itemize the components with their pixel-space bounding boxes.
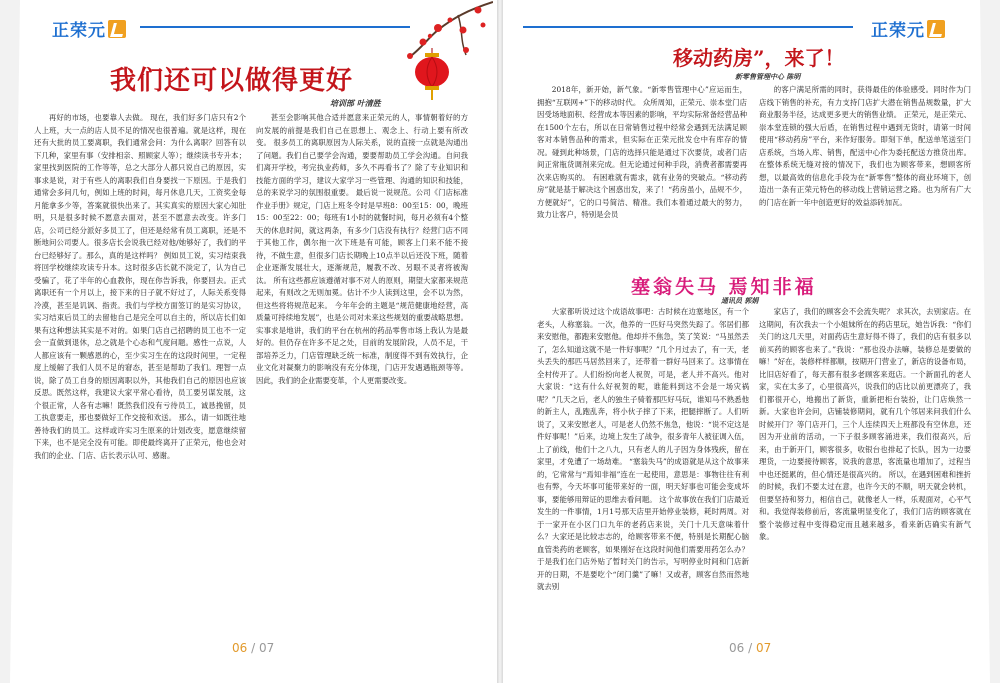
article2-title: 塞翁失马 焉知非福: [631, 276, 817, 298]
column-1-text: 再好的市场，也要靠人去做。 现在，我们好多门店只有2个人上班，大一点的店人员不足的情况也很普遍。就是这样，现在还有大批的员工要离职，我们通常会问：为什么离职？回答有以下几种，家里有事（安排相亲、照顾家人等）；继续读书专升本；家里找到医院的工作等等，总之大部分人都只说自己的原因，实事求是说，对于有些人的离职我们自身要找一下原因。于是我们通常会多问几句，例如上班的时间，每月休息几天，工资奖金每月能拿多少等，答案就很快出来了。其实真实的原因大家心知肚明，只是很多时候不愿意去面对，甚至不愿意去改变。许多门店，公司已经分派好多员工了，但还是经常有员工离职，还是不断地问公司要人。很多店长会说我已经对他/她够好了，我们的平台已经够好了。那么，真的是这样吗？ 例如员工说，实习结束我将回学校继续攻读专升本。这时很多店长就不淡定了，认为自己受骗了，花了半年的心血教你，现在你告诉我，你要回去。正式离职还有一个月以上，接下来的日子就不好过了，人际关系变得冷漠，甚至是讥讽、指责。我们与学校方面签订的是实习协议，实习结束后员工的去留他自己是完全可以自主的，所以店长们如果有这种想法其实是不对的。如果门店自己招聘的员工也不一定会一直做到退休，总之就是个心态和气度问题。感性一点说，人人都应该有一颗感恩的心，至少实习生在的这段时间里，一定程度上缓解了我们人员不足的窘态，甚至是帮助了我们。理智一点说，除了员工自身的原因离职以外，其他我们自己的原因也应该反思。既然这样，我建议大家平常心看待，员工要另谋发展，这个很正常，人各有志嘛！既然我们没有亏待员工，诚恳挽留，员工执意要走，那也要做好工作交接和欢送。 那么，请一如既往地善待我们的员工。这样或许实习生原来的计划改变，愿意继续留下来，也不是完全没有可能。即使最终离开了正荣元，他也会对我们的企业、门店、店长表示认可、感谢。: [34, 113, 246, 460]
headline-fragment: 移动药房”，来了！: [673, 46, 845, 70]
article-byline: 培训部 叶清胜: [330, 98, 381, 108]
logo-check-icon: [108, 20, 126, 38]
top-column-2-text: 的客户满足所需的同时，获得最佳的体验感受。同时作为门店线下销售的补充，有力支持门店扩大潜在销售品规数量，扩大商业服务半径，达成更多更大的销售业绩。 正荣元，是正荣元、崇本堂连锁的强大后盾，在销售过程中遇到无货时，请第一时间使用“移动药房”平台，来作好服务。即刻下单，配送单笔送至门店系统，当场入库、销售，配送中心作为委托配送方推货出库。在整体系统无缝对接的情况下，我们也为顾客带来，想顾客所想，以最高效的信息化手段为在“新零售”整体的商业环境下，创造出一条有正荣元特色的移动线上营销运营之路。也为所有广大的门店在新一年中创造更好的效益添砖加瓦。: [759, 85, 971, 207]
lantern-icon: [412, 48, 452, 100]
top-column-1: [537, 84, 747, 274]
right-page-number: 06 / 07: [729, 641, 772, 655]
right-edge-decoration: [970, 0, 1000, 683]
bottom-column-1-text: 大家都听说过这个成语故事吧：古时候在边塞地区，有一个老头，人称塞翁。一次，他养的一匹好马突然失踪了。邻居们都来安慰他，都跑来安慰他。他却并不焦急，笑了笑说：“马虽然丢了，怎么知道这就不是一件好事呢？”几个月过去了，有一天，老头丢失的那匹马居然回来了，还带着一群好马回来了。这事情在全村传开了。人们纷纷向老人祝贺，可是，老人并不高兴。他对大家说：“这有什么好祝贺的呢，谁能料到这不会是一场灾祸呢？”几天之后，老人的独生子骑着那匹好马玩，谁知马不熟悉他的新主人，乱跑乱奔，将小伙子摔了下来，把腿摔断了。人们听说了，又来安慰老人，可是老人仍然不焦急，他说：“说不定这是件好事呢！”后来，边境上发生了战争，很多青年人被征调入伍，上了前线，他们十之八九，只有老人的儿子因为身体残疾，留在家里，才免遭了一场劫难。 “塞翁失马”的成语就是从这个故事来的，它常常与“焉知非福”连在一起使用，意思是：事物往往有利也有弊，今天坏事可能带来好的一面，明天好事也可能会变成坏事，要能够用辩证的思维去看问题。 这个故事放在我们门店最近发生的一件事情，1月1号那天店里开始停业装修，耗时两周。对于一家开在小区门口九年的老药店来说，关门十几天意味着什么？大家还是比较志志的，给顾客带来不便，特别是长期配心脑血管类药的老顾客，如果刚好在这段时间他们需要用药怎么办？于是我们在门店外贴了暂时关门的告示，写明停业时间和门店新开的日期，不是要吃个“闭门羹”了嘛！又或者，顾客自然而然地就去别: [537, 307, 749, 591]
column-2-text: 甚至会影响其他合适并愿意来正荣元的人，事情朝着好的方向发展的前提是我们自己在思想上、观念上、行动上要有所改变。 很多员工的离职原因为人际关系，说的直接一点就是沟通出了问题。我们自己要学会沟通，要要帮助员工学会沟通。自问我们离开学校，考完执业药师，多久不再看书了？除了专业知识和技能方面的学习，建议大家学习一些管理、沟通的知识和技能，总的来说学习的氛围很重要。 最后说一说规范。公司《门店标准作业手册》规定，门店上班冬令时是早班8：00至15：00，晚班15：00至22：00；每班有1小时的就餐时间，每月必须有4个整天的休息时间，就这两条，有多少门店没有执行？经营门店不同于其他工作，偶尔拖一次下班是有可能，顾客上门来不能不接待，不做生意，但很多门店长期晚上10点半以后还没下班，随着企业逐渐发展壮大，逐渐规范，履教不改、另眼不灵者将被淘汰。 所有这些都应该遵循对事不对人的原则，期望大家都来规范起来，有则改之无则加冕。估计不少人读到这里，会不以为然，但这些将将规范起来。 今年年会的主题是“规范健康地经营，高质量可持续地发展”，也是公司对未来这些规划的重要战略思想。实事求是地讲，我们的平台在杭州的药品零售市场上我认为是最好的。但仍存在许多不足之处，目前的发展阶段，人员不足，干部培养乏力，门店管理缺乏统一标准，制度得不到有效执行，企业文化对凝聚力的影响没有充分体现，门店开发遇遇瓶颈等等。因此，我们的企业需要变革，个人更需要改变。: [256, 113, 468, 385]
article2-byline: 通讯员 郭娟: [721, 296, 759, 305]
header-rule-right: [523, 26, 853, 28]
bottom-column-2: [759, 306, 971, 626]
top-byline: 新零售管理中心 陈明: [735, 72, 801, 81]
brand-logo-right: 正荣元: [871, 16, 945, 41]
article-column-2: [256, 112, 468, 532]
right-page: [503, 0, 1000, 683]
left-page-number: 06 / 07: [232, 641, 275, 655]
left-page: [0, 0, 497, 683]
left-edge-decoration: [0, 0, 30, 683]
top-column-2: [759, 84, 971, 284]
article-column-1: [34, 112, 246, 612]
brand-logo: 正荣元: [52, 16, 126, 41]
bottom-column-1: [537, 306, 749, 638]
article-title: 我们还可以做得更好: [110, 66, 354, 96]
logo-check-icon: [927, 20, 945, 38]
top-column-1-text: 2018年，新开始，新气象。“新零售管理中心”应运而生，拥抱“互联网+”下的移动时代。 众所周知，正荣元、崇本堂门店因受场地面积、经营成本等因素的影响，平均实际常备经营品种在1500个左右，所以在日常销售过程中经常会遇到无法满足顾客对本销售品种的需求，但实际在正荣元批发仓中有库存的情况。碰到此种场景，门店的选择只能是通过下次要货，或者门店间正常瓶货调剂来完成。但无论通过何种手段，消费者都需要再次来店购买的。 有困难就有需求，就有业务的突破点。“移动药房”就是基于解决这个困惑出发，来了！“药房虽小，品规不少，方便就好”，它的口号简洁、精准。我们本着通过最大的努力，致力让客户，特别是会员: [537, 85, 747, 219]
bottom-column-2-text: 家店了，我们的顾客会不会流失呢？ 求其次，去别家店。在这期间，有次我去一个小姐妹所在的药店里玩，她告诉我：“你们关门的这几天里，对面药店生意好得不得了，我们的店有很多以前买药的顾客也来了。”我说：“那也没办法嘛，装修总是要做的嘛！”好在，装修样样都顺，按期开门营业了，新店的设备布局，比旧店好看了，每天都有很多老顾客来逛店。一个新面孔的老人家，实在太多了，心里很高兴，说我们的店比以前更漂亮了，我们都很开心，地搬出了新货，重新把柜台装扮，让门店焕然一新。大家也许会问，店铺装修期间，就有几个邻居来问我们什么时候开门？等门店开门，三个人连续四天上班都没有空休息，还因为开业前的活动，一下子很多顾客涌进来，我们很高兴，后来，由于新开门，顾客很多，收银台也排起了长队，因为一边要理货，一边要接待顾客，说我的意思，客流量也增加了，过程当中也还挺累的，但心情还是很高兴的。 所以，在遇到困难和挫折的时候，我们不要太过在意，也许今天的不顺，明天就会转机，但要坚持和努力，相信自己，就像老人一样，乐观面对，心平气和。我觉得装修前后，客流量明显变化了，我们门店的顾客就在整个装修过程中变得稳定而且越来越多，看来新店确实有新气象。: [759, 307, 971, 541]
